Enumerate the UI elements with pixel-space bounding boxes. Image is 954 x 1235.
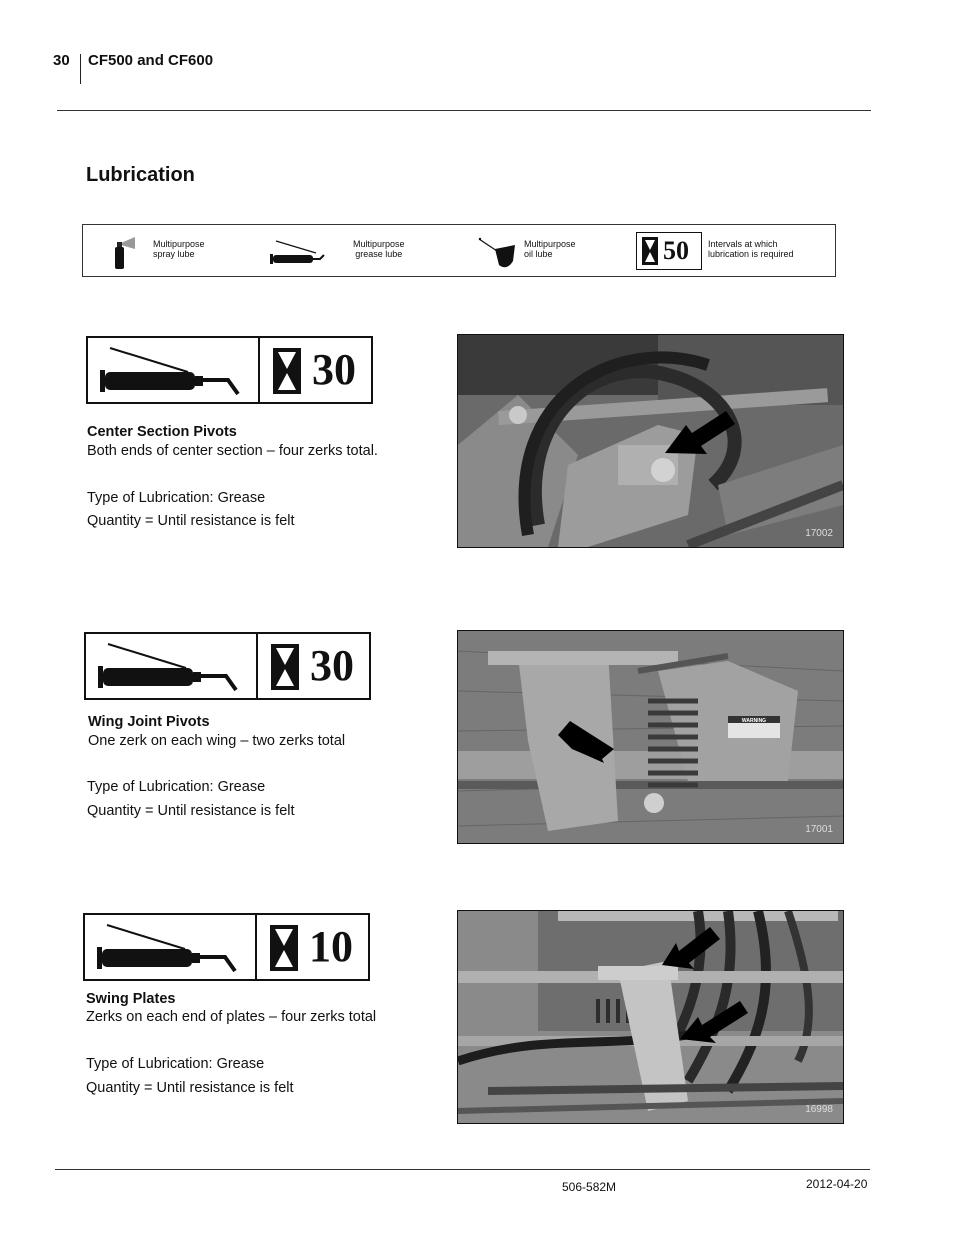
grease-gun-cell	[86, 634, 258, 698]
grease-gun-icon	[268, 237, 328, 267]
footer-date: 2012-04-20	[806, 1177, 868, 1191]
page-number: 30	[53, 52, 70, 69]
entry-description: One zerk on each wing – two zerks total	[88, 733, 346, 749]
footer-rule	[55, 1169, 870, 1170]
document-title: CF500 and CF600	[88, 52, 214, 69]
grease-gun-icon	[96, 342, 248, 400]
photo-id: 16998	[805, 1104, 833, 1115]
header-divider	[80, 54, 81, 84]
lube-badge-wing-joint	[84, 632, 371, 700]
interval-number: 30	[310, 641, 354, 690]
hourglass-icon	[270, 925, 298, 971]
grease-gun-cell	[88, 338, 260, 402]
photo-image	[458, 911, 843, 1123]
photo-wing-joint-pivots	[457, 630, 844, 844]
lubrication-quantity: Quantity = Until resistance is felt	[86, 1080, 294, 1096]
legend-grease-label: Multipurpose grease lube	[353, 239, 405, 259]
section-title: Lubrication	[86, 164, 195, 186]
svg-text:WARNING: WARNING	[741, 718, 767, 724]
photo-center-section-pivots	[457, 334, 844, 548]
photo-id: 17001	[805, 824, 833, 835]
interval-number: 10	[309, 922, 353, 971]
lubrication-quantity: Quantity = Until resistance is felt	[87, 803, 295, 819]
lube-badge-center-section	[86, 336, 373, 404]
photo-id: 17002	[805, 528, 833, 539]
interval-number: 30	[312, 345, 356, 394]
spray-can-icon	[111, 235, 137, 271]
grease-gun-icon	[93, 919, 245, 977]
legend-oil-label: Multipurpose oil lube	[524, 239, 576, 259]
entry-description: Zerks on each end of plates – four zerks total	[86, 1009, 377, 1025]
grease-gun-cell	[85, 915, 257, 979]
entry-heading: Center Section Pivots	[87, 424, 237, 440]
legend-spray-label: Multipurpose spray lube	[153, 239, 205, 259]
lubrication-type: Type of Lubrication: Grease	[87, 779, 266, 795]
grease-gun-icon	[94, 638, 246, 696]
entry-heading: Wing Joint Pivots	[88, 714, 210, 730]
lubrication-legend	[82, 224, 836, 277]
lubrication-type: Type of Lubrication: Grease	[87, 490, 266, 506]
hourglass-icon	[271, 644, 299, 690]
legend-interval-label: Intervals at which lubrication is required	[708, 239, 794, 259]
lube-badge-swing-plates	[83, 913, 370, 981]
photo-image	[458, 631, 843, 843]
entry-description: Both ends of center section – four zerks total.	[87, 443, 378, 459]
interval-badge	[636, 232, 702, 270]
interval-number: 50	[663, 236, 689, 265]
lubrication-quantity: Quantity = Until resistance is felt	[87, 513, 295, 529]
lubrication-type: Type of Lubrication: Grease	[86, 1056, 265, 1072]
footer-doc-number: 506-582M	[562, 1180, 617, 1194]
header-rule	[57, 110, 871, 111]
hourglass-icon	[642, 237, 658, 265]
photo-swing-plates	[457, 910, 844, 1124]
entry-heading: Swing Plates	[86, 991, 176, 1007]
oil-can-icon	[477, 235, 519, 271]
photo-image	[458, 335, 843, 547]
hourglass-icon	[273, 348, 301, 394]
